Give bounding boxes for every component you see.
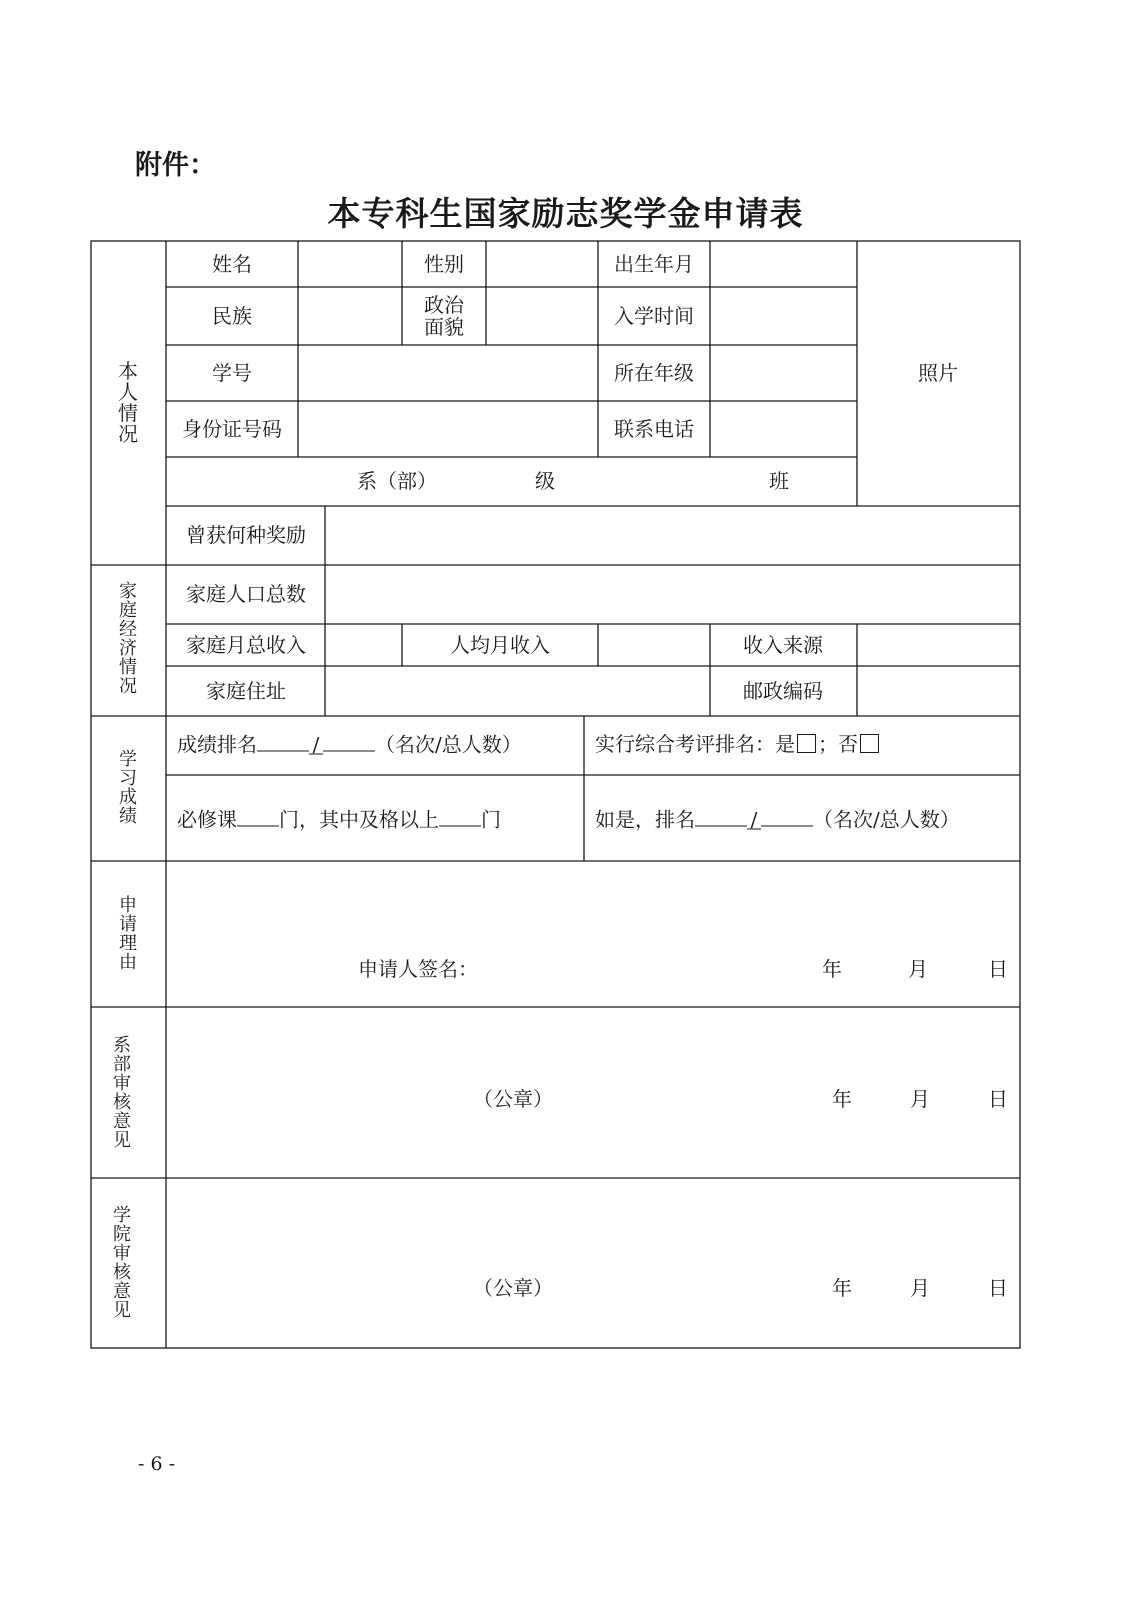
courses-total-blank[interactable] [237, 807, 279, 827]
composite-eval-label: 实行综合考评排名：是 [595, 732, 795, 756]
college-seal-label: （公章） [473, 1276, 553, 1300]
birth-date-label: 出生年月 [614, 252, 694, 276]
if-yes-rank-line [595, 807, 960, 832]
dept-seal-label: （公章） [473, 1087, 553, 1111]
courses-end: 门 [481, 807, 501, 832]
composite-eval-sep: ；否 [818, 732, 858, 756]
level-label: 级 [535, 469, 555, 493]
student-id-label: 学号 [212, 361, 252, 385]
per-capita-income-label: 人均月收入 [450, 633, 550, 657]
rank-total-blank[interactable] [323, 732, 375, 752]
family-size-label: 家庭人口总数 [186, 582, 306, 606]
composite-eval-line [595, 732, 881, 756]
reason-day-label: 日 [988, 957, 1008, 981]
class-label: 班 [769, 469, 789, 493]
dept-day-label: 日 [988, 1087, 1008, 1111]
id-card-label: 身份证号码 [182, 417, 282, 441]
enrollment-date-label: 入学时间 [614, 304, 694, 328]
courses-line [177, 807, 501, 832]
college-day-label: 日 [988, 1276, 1008, 1300]
courses-passed-blank[interactable] [439, 807, 481, 827]
political-status-label: 政治面貌 [424, 293, 464, 339]
department-label: 系（部） [357, 469, 437, 493]
section-dept-review-label: 系部审核意见 [113, 1035, 131, 1151]
attachment-label: 附件： [135, 150, 216, 181]
if-yes-rank-slash: / [747, 810, 761, 830]
application-form [91, 241, 1131, 1374]
rank-suffix: （名次/总人数） [375, 732, 522, 757]
income-source-label: 收入来源 [743, 633, 823, 657]
dept-month-label: 月 [910, 1087, 930, 1111]
name-label: 姓名 [212, 252, 252, 276]
photo-placeholder: 照片 [918, 361, 958, 385]
form-title: 本专科生国家励志奖学金申请表 [327, 194, 804, 233]
dept-year-label: 年 [832, 1087, 852, 1111]
page-number: - 6 - [138, 1453, 176, 1475]
if-yes-rank-total-blank[interactable] [761, 807, 813, 827]
reason-year-label: 年 [822, 957, 842, 981]
applicant-signature-label: 申请人签名： [358, 957, 478, 981]
awards-label: 曾获何种奖励 [186, 523, 306, 547]
rank-slash: / [309, 735, 323, 755]
phone-label: 联系电话 [614, 417, 694, 441]
yes-checkbox[interactable] [797, 734, 816, 753]
if-yes-rank-suffix: （名次/总人数） [813, 807, 960, 832]
postcode-label: 邮政编码 [743, 679, 823, 703]
section-family-label: 家庭经济情况 [119, 581, 137, 697]
ethnicity-label: 民族 [212, 304, 252, 328]
reason-month-label: 月 [908, 957, 928, 981]
no-checkbox[interactable] [860, 734, 879, 753]
home-address-label: 家庭住址 [206, 679, 286, 703]
rank-label: 成绩排名 [177, 732, 257, 757]
rank-line [177, 732, 522, 757]
college-year-label: 年 [832, 1276, 852, 1300]
courses-label: 必修课 [177, 807, 237, 832]
rank-position-blank[interactable] [257, 732, 309, 752]
gender-label: 性别 [424, 252, 464, 276]
if-yes-rank-label: 如是，排名 [595, 807, 695, 832]
if-yes-rank-position-blank[interactable] [695, 807, 747, 827]
section-personal-label: 本人情况 [118, 359, 138, 446]
section-reason-label: 申请理由 [119, 895, 137, 973]
section-study-label: 学习成绩 [119, 749, 137, 827]
college-month-label: 月 [910, 1276, 930, 1300]
section-college-review-label: 学院审核意见 [113, 1205, 131, 1321]
courses-mid: 门，其中及格以上 [279, 807, 439, 832]
form-grid-lines [91, 241, 1021, 1349]
grade-label: 所在年级 [614, 361, 694, 385]
family-income-label: 家庭月总收入 [186, 633, 306, 657]
